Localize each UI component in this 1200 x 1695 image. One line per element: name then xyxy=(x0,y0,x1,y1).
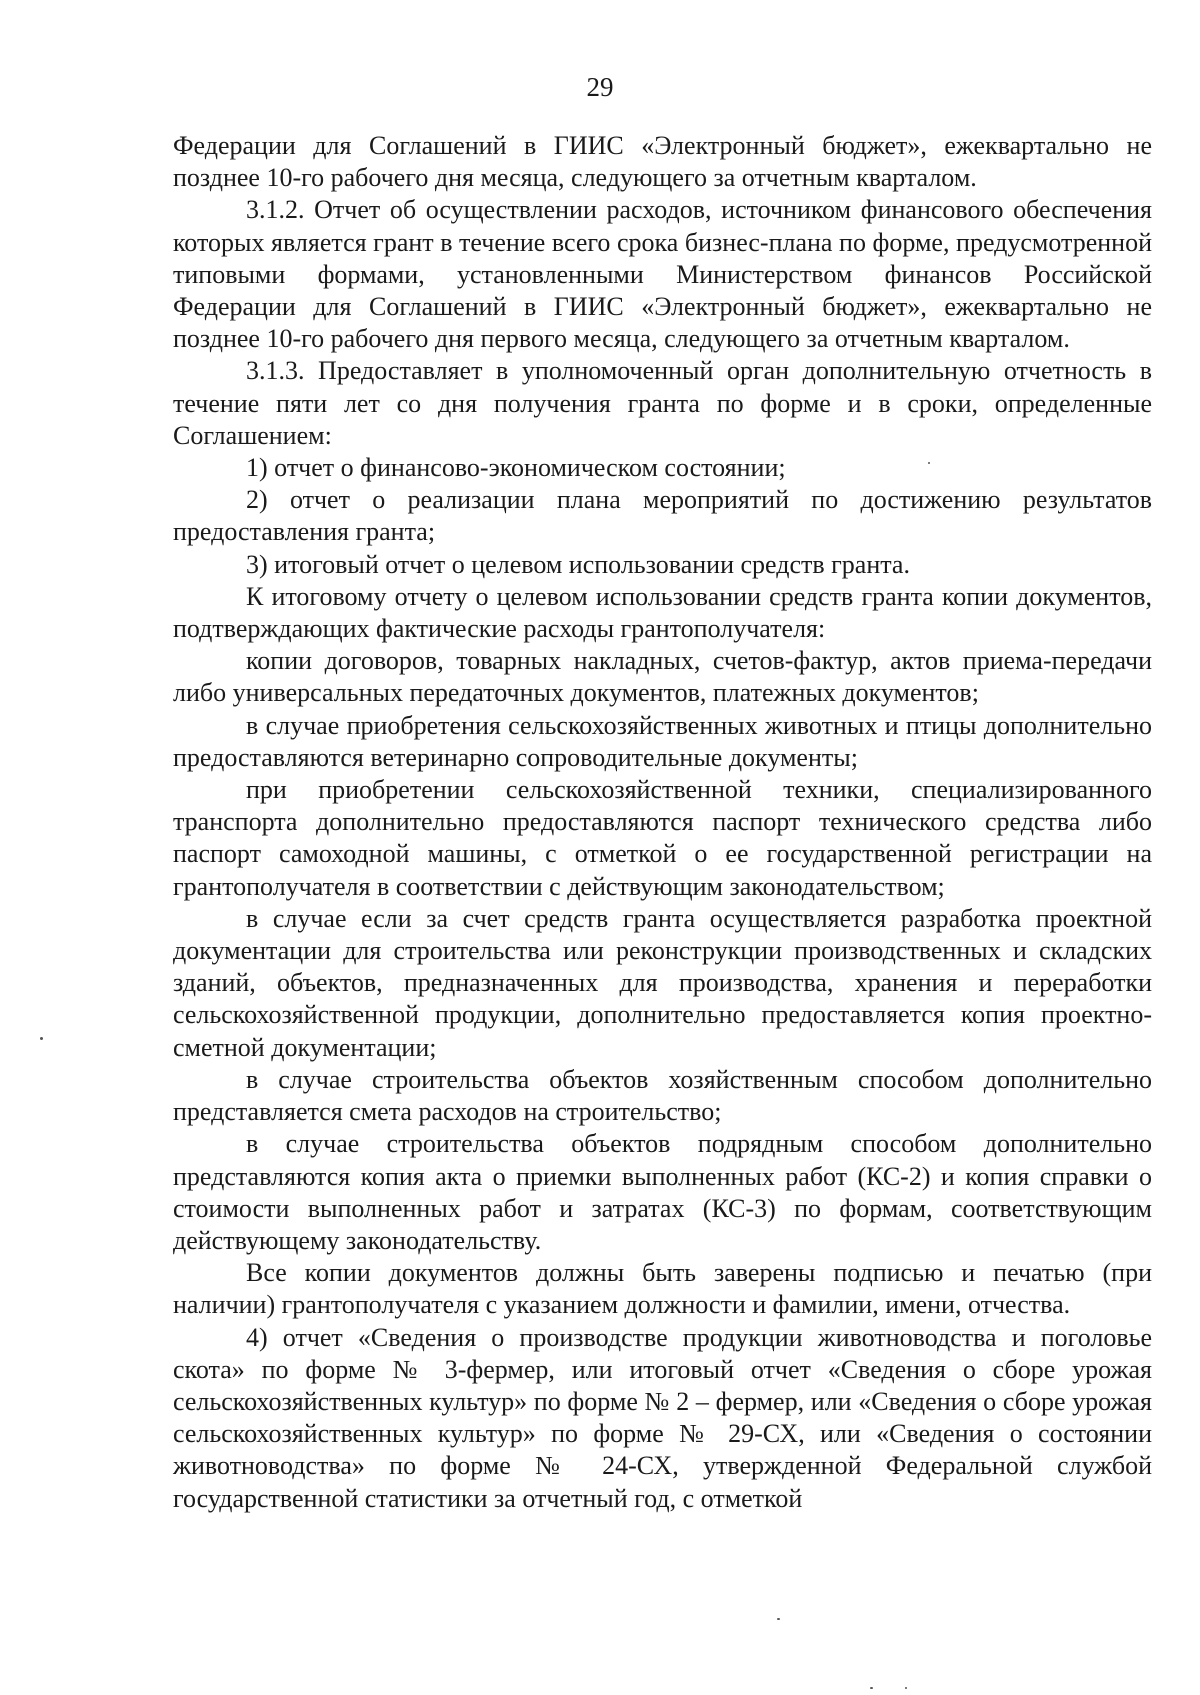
paragraph: копии договоров, товарных накладных, счетов-фактур, актов приема-передачи либо универсальных передаточных документов, платежных документов; xyxy=(173,646,1152,708)
paragraph: 4) отчет «Сведения о производстве продукции животноводства и поголовье скота» по форме № 3-фермер, или итоговый отчет «Сведения о сборе урожая сельскохозяйственных культур» по форме № 2 – фермер, или «Сведения о сборе урожая сельскохозяйственных культур» по форме № 29-СХ, или «Сведения о состоянии животноводства» по форме № 24-СХ, утвержденной Федеральной службой государственной статистики за отчетный год, с отметкой xyxy=(173,1322,1152,1513)
scan-speck xyxy=(40,1037,43,1040)
paragraph: при приобретении сельскохозяйственной техники, специализированного транспорта дополнительно предоставляются паспорт технического средства либо паспорт самоходной машины, с отметкой о ее государственной регистрации на грантополучателя в соответствии с действующим законодательством; xyxy=(173,775,1152,901)
paragraph: Все копии документов должны быть заверены подписью и печатью (при наличии) грантополучателя с указанием должности и фамилии, имени, отчества. xyxy=(173,1258,1152,1320)
scan-speck xyxy=(928,462,930,464)
paragraph: 2) отчет о реализации плана мероприятий по достижению результатов предоставления гранта; xyxy=(173,485,1152,547)
document-body xyxy=(173,130,1152,1515)
paragraph: К итоговому отчету о целевом использовании средств гранта копии документов, подтверждающих фактические расходы грантополучателя: xyxy=(173,581,1152,644)
paragraph: 3.1.2. Отчет об осуществлении расходов, источником финансового обеспечения которых является грант в течение всего срока бизнес-плана по форме, предусмотренной типовыми формами, установленными Министерством финансов Российской Федерации для Соглашений в ГИИС «Электронный бюджет», ежеквартально не позднее 10-го рабочего дня первого месяца, следующего за отчетным кварталом. xyxy=(173,195,1152,354)
paragraph: в случае если за счет средств гранта осуществляется разработка проектной документации для строительства или реконструкции производственных и складских зданий, объектов, предназначенных для производства, хранения и переработки сельскохозяйственной продукции, дополнительно предоставляется копия проектно-сметной документации; xyxy=(173,903,1152,1062)
paragraph: Федерации для Соглашений в ГИИС «Электронный бюджет», ежеквартально не позднее 10-го рабочего дня месяца, следующего за отчетным кварталом. xyxy=(173,131,1152,193)
page-number: 29 xyxy=(586,72,614,102)
paragraph: в случае строительства объектов хозяйственным способом дополнительно представляется смета расходов на строительство; xyxy=(173,1064,1152,1127)
paragraph: 1) отчет о финансово-экономическом состоянии; xyxy=(246,453,786,483)
scan-speck xyxy=(905,1687,907,1689)
paragraph: в случае строительства объектов подрядным способом дополнительно представляются копия акта о приемки выполненных работ (КС-2) и копия справки о стоимости выполненных работ и затратах (КС-3) по формам, соответствующим действующему законодательству. xyxy=(173,1129,1152,1255)
paragraph: 3) итоговый отчет о целевом использовании средств гранта. xyxy=(246,549,910,579)
scan-speck xyxy=(870,1687,873,1689)
paragraph: в случае приобретения сельскохозяйственных животных и птицы дополнительно предоставляются ветеринарно сопроводительные документы; xyxy=(173,710,1152,772)
paragraph: 3.1.3. Предоставляет в уполномоченный орган дополнительную отчетность в течение пяти лет со дня получения гранта по форме и в сроки, определенные Соглашением: xyxy=(173,356,1152,450)
scan-speck xyxy=(777,1618,780,1620)
